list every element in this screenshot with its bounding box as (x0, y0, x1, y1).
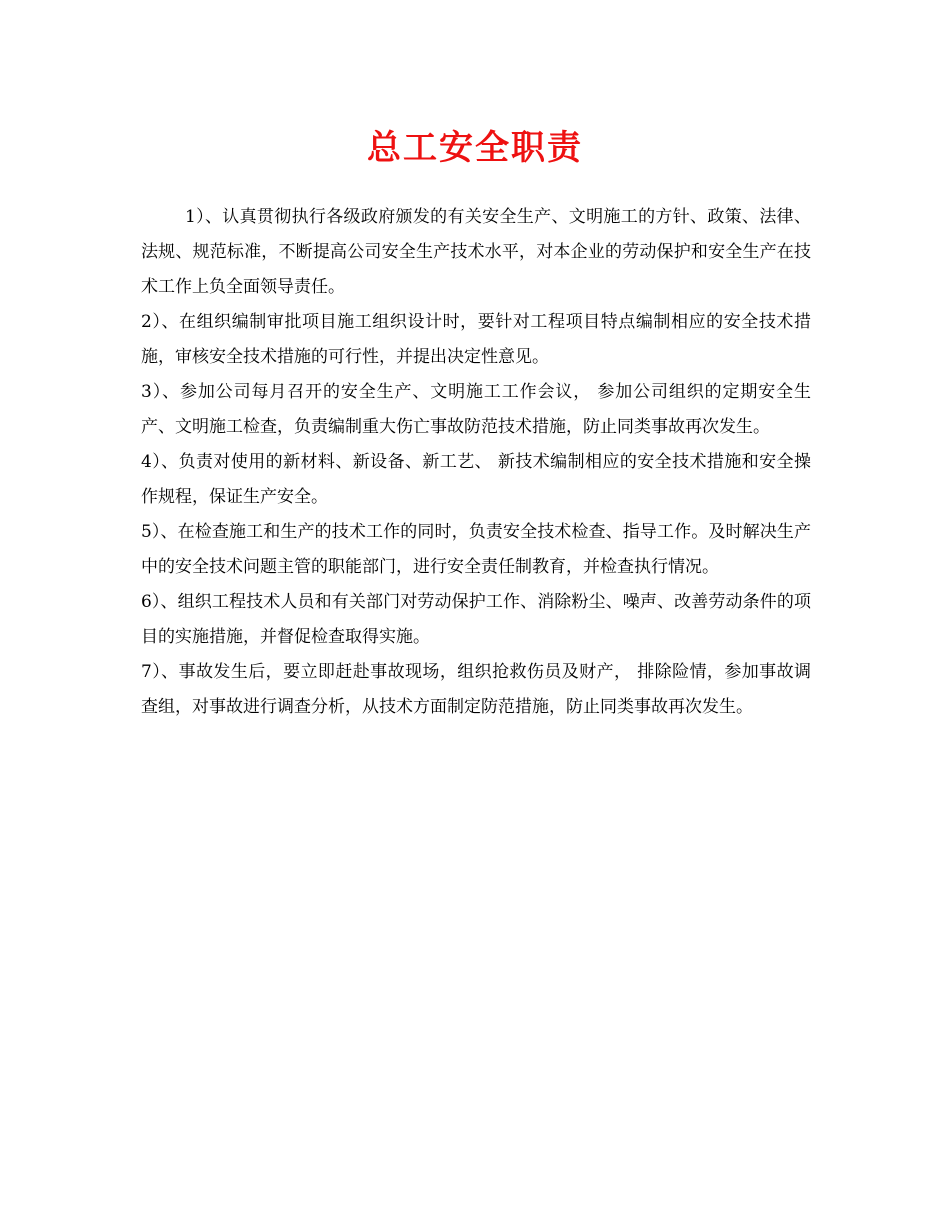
duty-item-1: 1）、认真贯彻执行各级政府颁发的有关安全生产、文明施工的方针、政策、法律、 法规、规范标准，不断提高公司安全生产技术水平，对本企业的劳动保护和安全生产在技术工作上负全面领导责任。 (141, 207, 811, 297)
duty-item-3: 3）、参加公司每月召开的安全生产、文明施工工作会议， 参加公司组织的定期安全生产、文明施工检查，负责编制重大伤亡事故防范技术措施，防止同类事故再次发生。 (141, 382, 811, 437)
document-title: 总工安全职责 (367, 128, 583, 168)
duty-item-7: 7）、事故发生后，要立即赶赴事故现场，组织抢救伤员及财产， 排除险情，参加事故调查组，对事故进行调查分析，从技术方面制定防范措施，防止同类事故再次发生。 (141, 662, 811, 717)
document-body (141, 200, 811, 725)
duty-item-4: 4）、负责对使用的新材料、新设备、新工艺、 新技术编制相应的安全技术措施和安全操作规程，保证生产安全。 (141, 452, 811, 507)
duty-item-6: 6）、组织工程技术人员和有关部门对劳动保护工作、消除粉尘、噪声、改善劳动条件的项目的实施措施，并督促检查取得实施。 (141, 592, 811, 647)
duty-item-5: 5）、在检查施工和生产的技术工作的同时，负责安全技术检查、指导工作。及时解决生产中的安全技术问题主管的职能部门，进行安全责任制教育，并检查执行情况。 (141, 522, 811, 577)
duty-item-2: 2）、在组织编制审批项目施工组织设计时，要针对工程项目特点编制相应的安全技术措施，审核安全技术措施的可行性，并提出决定性意见。 (141, 312, 811, 367)
